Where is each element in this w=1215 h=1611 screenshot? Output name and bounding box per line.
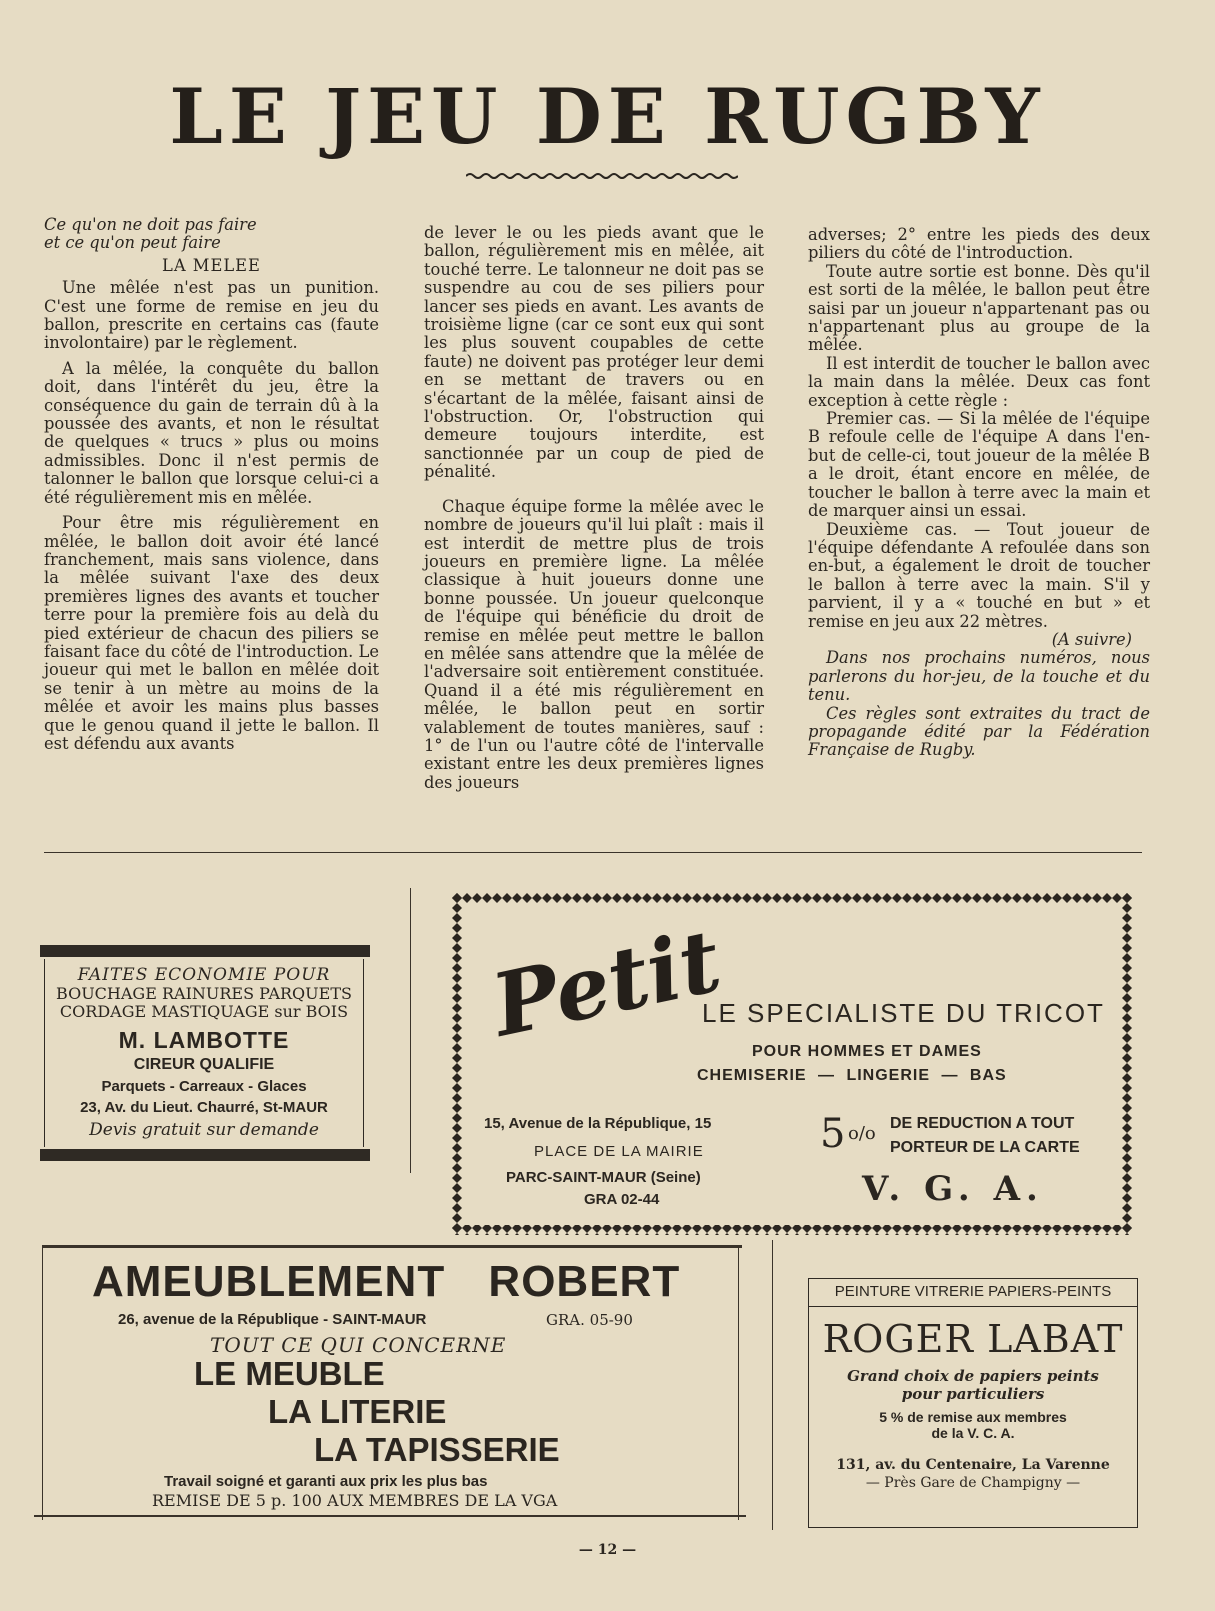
ad-address: 23, Av. du Lieut. Chaurré, St-MAUR <box>80 1099 328 1116</box>
divider <box>410 888 411 1173</box>
labat-line4: de la V. C. A. <box>931 1425 1015 1441</box>
ad-line: CORDAGE MASTIQUAGE sur BOIS <box>59 1002 349 1021</box>
ad-name: M. LAMBOTTE <box>118 1027 290 1053</box>
ad-devis: Devis gratuit sur demande <box>89 1120 319 1140</box>
petit-line1: POUR HOMMES ET DAMES <box>752 1043 982 1060</box>
robert-tagline: TOUT CE QUI CONCERNE <box>210 1333 507 1357</box>
article-column-1 <box>44 216 379 753</box>
paragraph: adverses; 2° entre les pieds des deux piliers du côté de l'introduction. <box>808 225 1150 263</box>
labat-line3: 5 % de remise aux membres <box>879 1409 1067 1425</box>
article-column-2 <box>424 224 764 792</box>
robert-name: AMEUBLEMENT ROBERT <box>92 1257 681 1306</box>
robert-item3: LA TAPISSERIE <box>314 1431 560 1468</box>
divider <box>44 852 1142 853</box>
note: Ces règles sont extraites du tract de propagande édité par la Fédération Française de Rugby. <box>808 703 1150 760</box>
note: Dans nos prochains numéros, nous parlerons du hor-jeu, de la touche et du tenu. <box>808 648 1150 705</box>
petit-headline: LE SPECIALISTE DU TRICOT <box>702 998 1105 1028</box>
robert-item2: LA LITERIE <box>268 1393 447 1430</box>
robert-address: 26, avenue de la République - SAINT-MAUR <box>118 1311 427 1328</box>
ad-items: Parquets - Carreaux - Glaces <box>101 1078 307 1095</box>
petit-vga: V. G. A. <box>862 1169 1044 1209</box>
ad-petit <box>452 893 1132 1235</box>
labat-address: 131, av. du Centenaire, La Varenne <box>836 1457 1110 1473</box>
article-column-3 <box>808 226 1150 760</box>
labat-line1: Grand choix de papiers peints <box>847 1367 1099 1385</box>
petit-pct-sign: o/o <box>848 1123 876 1144</box>
article-subtitle-1: Ce qu'on ne doit pas faire <box>44 215 257 234</box>
paragraph: Une mêlée n'est pas un punition. C'est une forme de remise en jeu du ballon, prescrite en certains cas (faute involontaire) par le règlement. <box>44 278 379 353</box>
robert-line1: Travail soigné et garanti aux prix les plus bas <box>164 1473 488 1490</box>
ad-line: BOUCHAGE RAINURES PARQUETS <box>56 984 352 1003</box>
title-ornament <box>466 170 738 182</box>
petit-pct: 5 <box>820 1111 846 1157</box>
robert-line2: REMISE DE 5 p. 100 AUX MEMBRES DE LA VGA <box>152 1491 558 1510</box>
paragraph: Il est interdit de toucher le ballon avec la main dans la mêlée. Deux cas font exception à cette règle : <box>808 353 1150 410</box>
labat-near: — Près Gare de Champigny — <box>865 1475 1081 1491</box>
robert-phone: GRA. 05-90 <box>546 1311 633 1329</box>
petit-logo: Petit <box>484 910 730 1057</box>
ad-role: CIREUR QUALIFIE <box>133 1056 275 1073</box>
ad-bar <box>40 945 370 957</box>
paragraph: Pour être mis régulièrement en mêlée, le ballon doit avoir été lancé franchement, mais sans violence, dans la mêlée suivant l'axe des deux premières lignes des avants et toucher terre pour la première fois au delà du pied extérieur de chacun des piliers se faisant face du côté de l'introduction. Le joueur qui met le ballon en mêlée doit se tenir à un mètre au moins de la mêlée et avoir les mains plus basses que le genou quand il jette le ballon. Il est défendu aux avants <box>44 513 379 753</box>
divider <box>34 1515 746 1517</box>
paragraph: Premier cas. — Si la mêlée de l'équipe B refoule celle de l'équipe A dans l'en-but de celle-ci, tout joueur de la mêlée B a le droit, étant encore en mêlée, de toucher le ballon à terre avec la main et de marquer ainsi un essai. <box>808 409 1150 521</box>
labat-name: ROGER LABAT <box>822 1317 1124 1361</box>
ad-line: FAITES ECONOMIE POUR <box>77 965 331 985</box>
paragraph: Chaque équipe forme la mêlée avec le nombre de joueurs qu'il lui plaît : mais il est interdit de mettre plus de trois joueurs en première ligne. La mêlée classique à huit joueurs donne une bonne poussée. Un joueur quelconque de l'équipe qui bénéficie du droit de remise en mêlée peut mettre le ballon en mêlée sans attendre que la mêlée de l'adversaire soit entièrement constituée. Quand il a été mis régulièrement en mêlée, le ballon peut en sortir valablement de toutes manières, sauf : 1° de l'un ou l'autre côté de l'intervalle existant entre les deux premières lignes des joueurs <box>424 496 764 792</box>
divider <box>772 1240 773 1530</box>
petit-line2: CHEMISERIE — LINGERIE — BAS <box>697 1067 1007 1084</box>
petit-addr2: PLACE DE LA MAIRIE <box>534 1143 704 1160</box>
ad-bar <box>40 1149 370 1161</box>
labat-line2: pour particuliers <box>901 1385 1045 1403</box>
article-subtitle-2: et ce qu'on peut faire <box>44 233 221 253</box>
paragraph: de lever le ou les pieds avant que le ballon, régulièrement mis en mêlée, ait touché terre. Le talonneur ne doit pas se suspendre au cou de ses piliers pour lancer ses pieds en avant. Les avants de troisième ligne (car ce sont eux qui sont les plus souvent coupables de cette faute) ne doivent pas protéger leur demi en se mettant de travers ou en s'écartant de la mêlée, faisant ainsi de l'obstruction. Or, l'obstruction qui demeure toujours interdite, est sanctionnée par un coup de pied de pénalité. <box>424 223 764 482</box>
robert-item1: LE MEUBLE <box>194 1355 385 1392</box>
petit-offer2: PORTEUR DE LA CARTE <box>890 1139 1080 1156</box>
ad-labat <box>808 1278 1138 1528</box>
paragraph: Deuxième cas. — Tout joueur de l'équipe défendante A refoulée dans son en-but, a également le droit de toucher le ballon à terre avec la main. S'il y parvient, il y a « touché en but » et remise en jeu aux 22 mètres. <box>808 519 1150 631</box>
divider <box>738 1245 739 1520</box>
divider <box>42 1245 742 1248</box>
labat-header: PEINTURE VITRERIE PAPIERS-PEINTS <box>809 1283 1137 1307</box>
paragraph: Toute autre sortie est bonne. Dès qu'il est sorti de la mêlée, le ballon peut être saisi par un joueur n'appartenant pas ou n'appartenant plus au groupe de la mêlée. <box>808 261 1150 355</box>
to-be-continued: (A suivre) <box>1051 629 1132 649</box>
section-heading: LA MELEE <box>162 255 261 275</box>
petit-addr1: 15, Avenue de la République, 15 <box>484 1115 712 1132</box>
paragraph: A la mêlée, la conquête du ballon doit, dans l'intérêt du jeu, être la conséquence du gain de terrain dû à la poussée des avants, et non le résultat de quelques « trucs » plus ou moins admissibles. Donc il n'est permis de talonner le ballon que lorsque celui-ci a été régulièrement mis en mêlée. <box>44 358 379 507</box>
ad-lambotte <box>40 945 370 1165</box>
ad-robert <box>42 1245 742 1520</box>
divider <box>42 1245 43 1520</box>
page-number: — 12 — <box>578 1542 637 1558</box>
petit-phone: GRA 02-44 <box>584 1191 660 1208</box>
page-title: LE JEU DE RUGBY <box>169 72 1046 161</box>
petit-addr3: PARC-SAINT-MAUR (Seine) <box>506 1169 701 1186</box>
petit-offer1: DE REDUCTION A TOUT <box>890 1115 1075 1132</box>
